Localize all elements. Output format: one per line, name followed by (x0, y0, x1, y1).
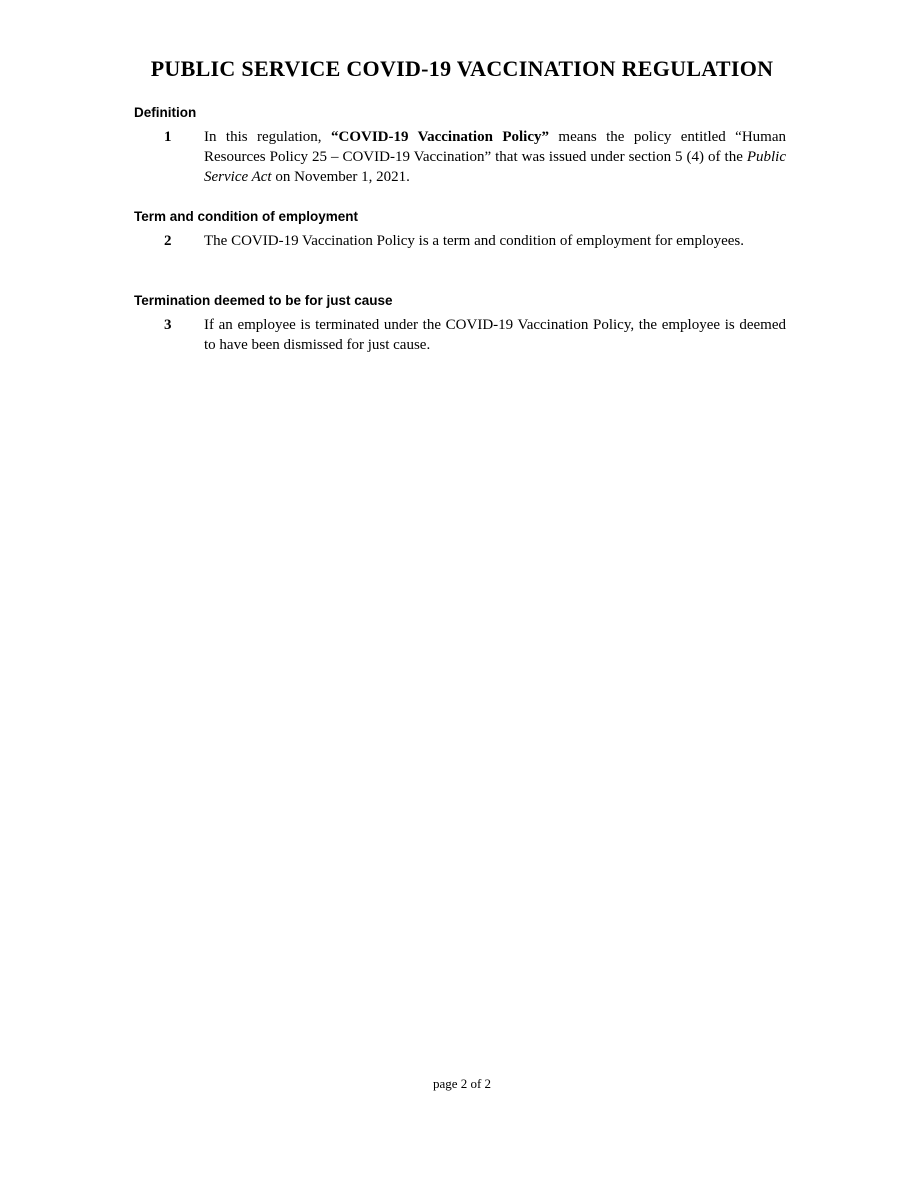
clause-text-part: on November 1, 2021. (271, 169, 410, 185)
clause-1 (134, 127, 786, 187)
document-title: PUBLIC SERVICE COVID-19 VACCINATION REGULATION (150, 56, 774, 81)
section-heading: Termination deemed to be for just cause (134, 293, 393, 308)
section-termination (134, 292, 786, 355)
act-name: Public Service Act (204, 149, 786, 185)
clause-3 (134, 315, 786, 355)
page-number-footer: page 2 of 2 (432, 1076, 492, 1091)
clause-text: The COVID-19 Vaccination Policy is a term and condition of employment for employees. (204, 233, 745, 249)
clause-number: 1 (164, 129, 172, 145)
clause-number: 3 (164, 317, 172, 333)
clause-2 (134, 231, 786, 251)
clause-text-part: In this regulation, (204, 129, 331, 145)
section-heading: Definition (134, 105, 197, 120)
section-term-and-condition (134, 208, 786, 251)
clause-text-part: means the policy entitled “Human Resources Policy 25 – COVID-19 Vaccination” that was issued under section 5 (4) of the (204, 129, 786, 165)
clause-number: 2 (164, 233, 172, 249)
defined-term: “COVID-19 Vaccination Policy” (330, 129, 549, 145)
clause-text (204, 127, 786, 187)
section-heading: Term and condition of employment (134, 209, 359, 224)
clause-text: If an employee is terminated under the COVID-19 Vaccination Policy, the employee is deemed to have been dismissed for just cause. (204, 317, 786, 353)
section-definition (134, 104, 786, 187)
